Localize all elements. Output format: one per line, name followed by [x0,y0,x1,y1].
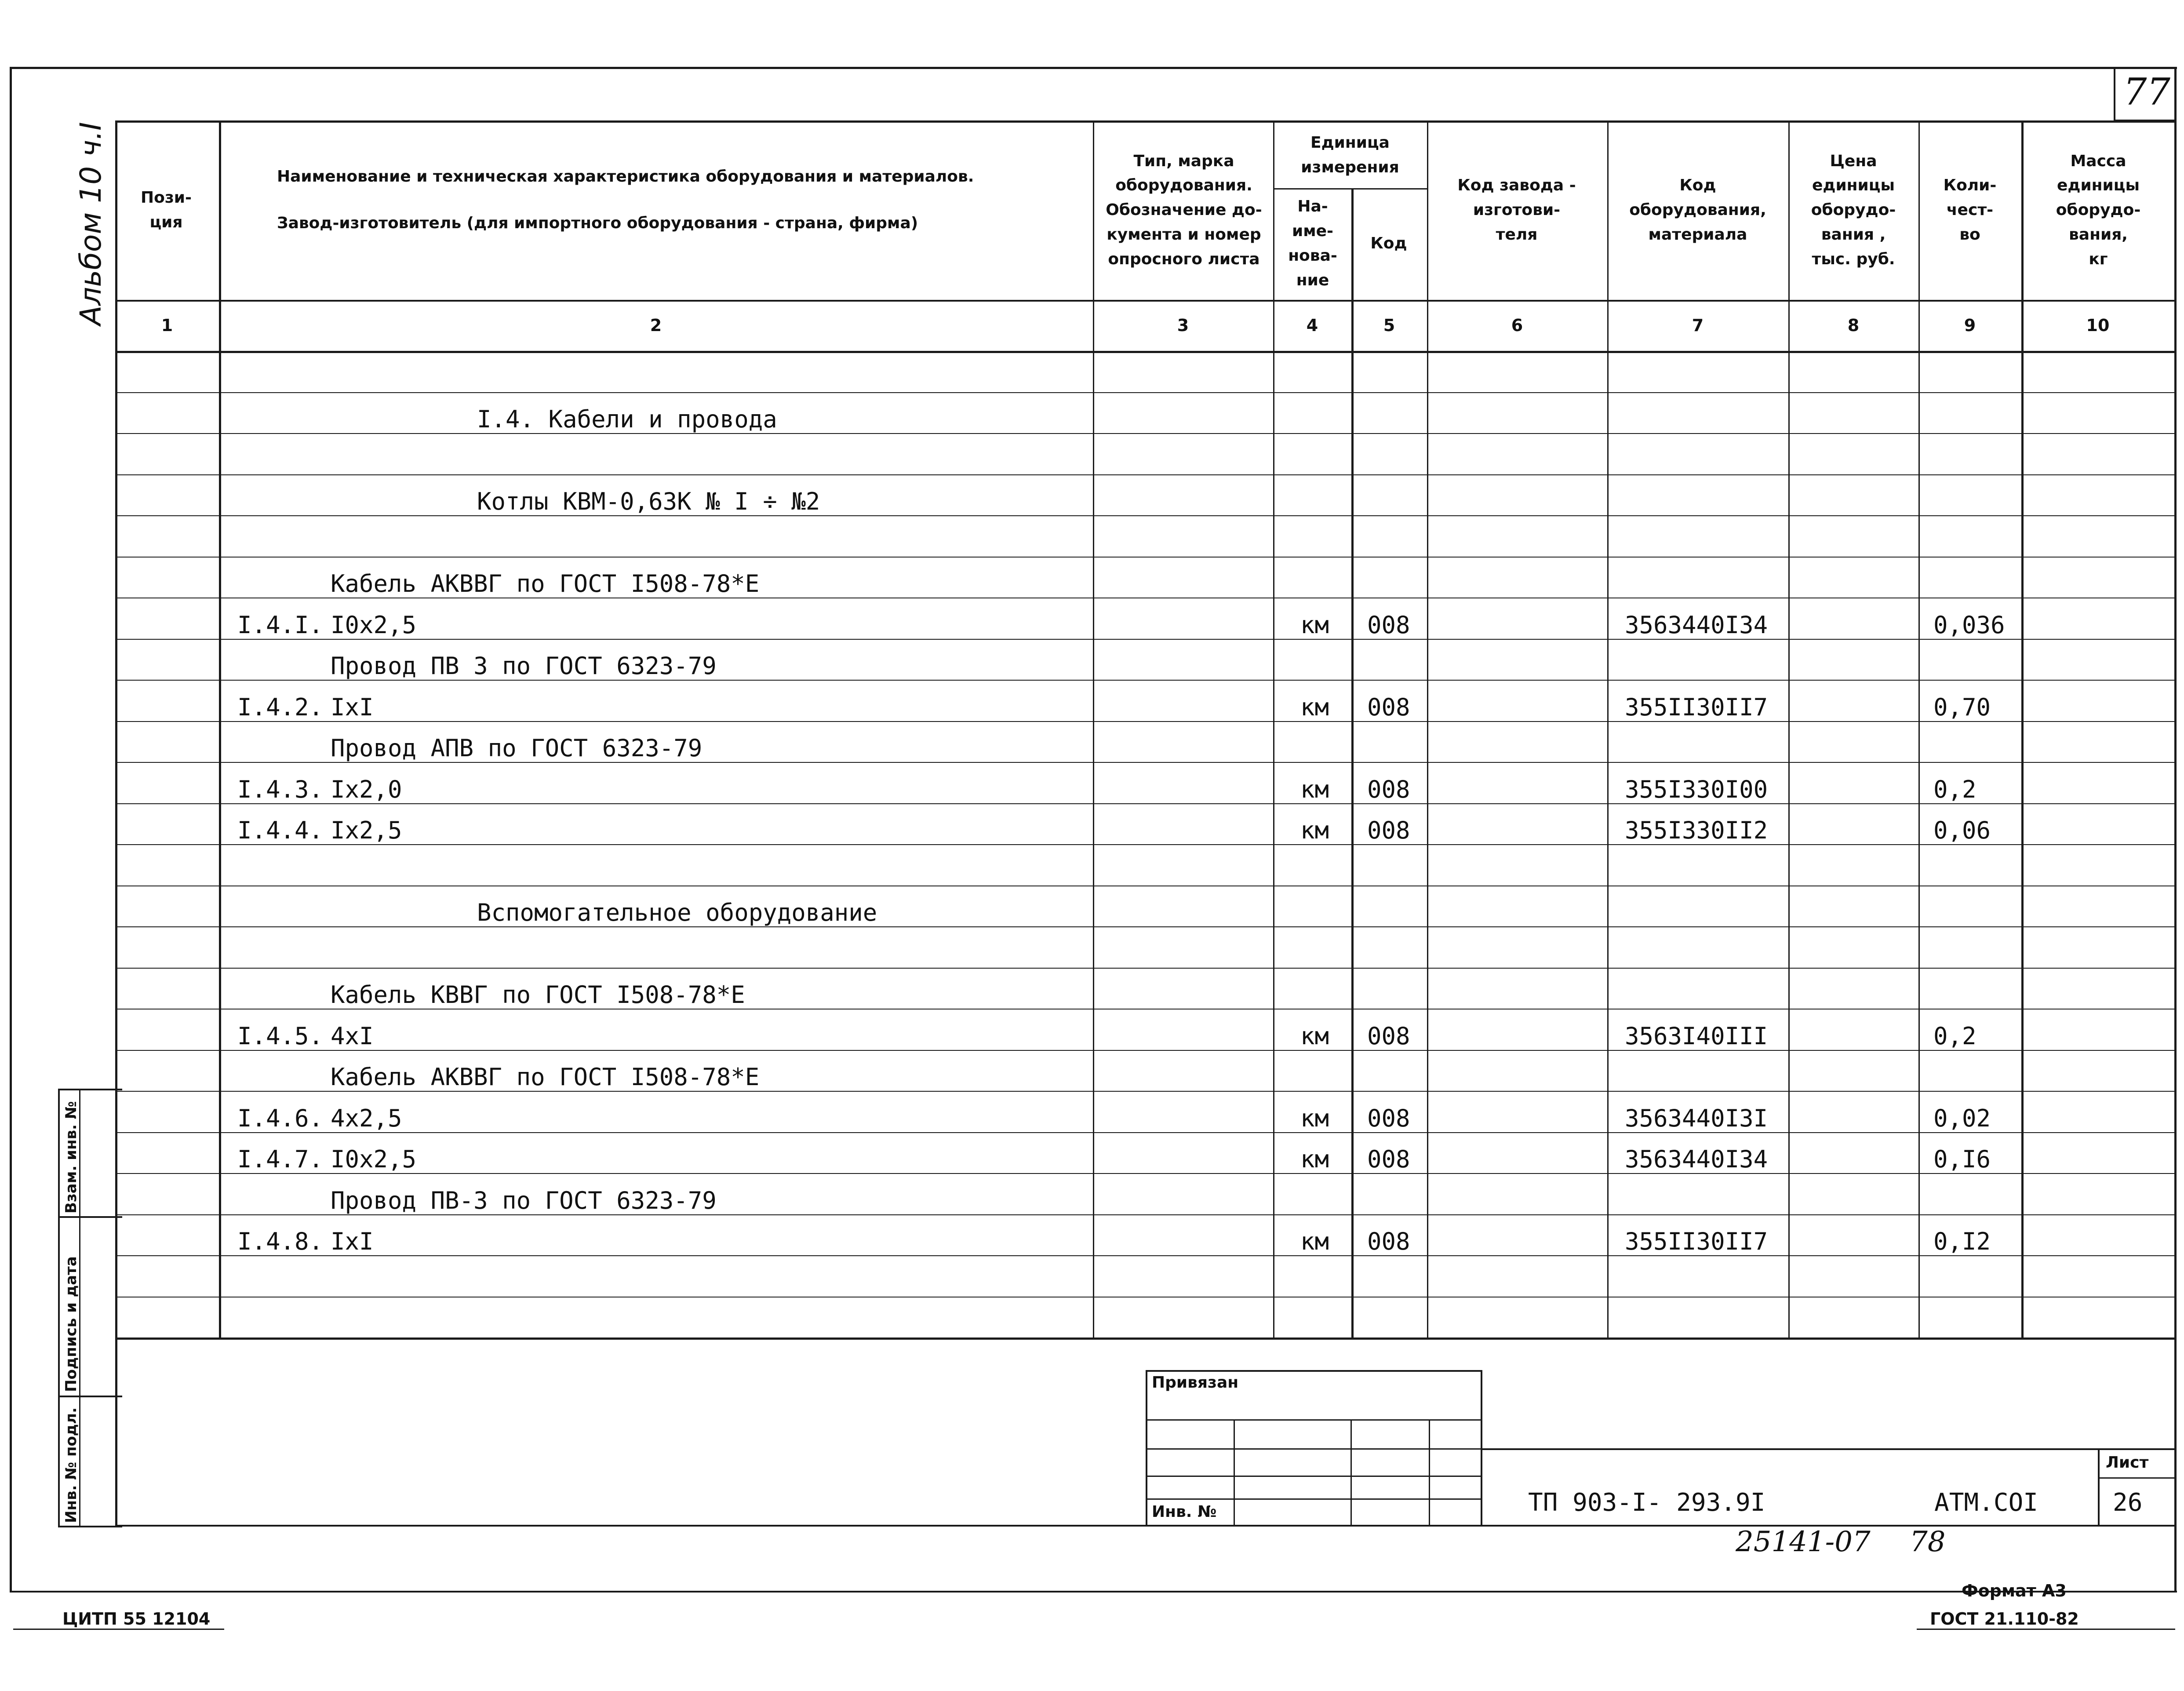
stamp-col-line-2 [1350,1419,1352,1525]
section-heading: Вспомогательное оборудование [477,899,877,926]
stamp-col-line-3 [1429,1419,1430,1525]
cell-unit: км [1300,1104,1329,1132]
column-number: 3 [1177,316,1189,335]
row-line [115,1337,2174,1340]
table-row [0,1132,2184,1173]
cell-quantity: 0,2 [1933,1022,1977,1050]
cell-material-code: 3563440I3I [1625,1104,1768,1132]
table-row [0,1173,2184,1214]
cell-quantity: 0,70 [1933,693,1991,721]
table-row [0,803,2184,845]
item-group-title: Кабель АКВВГ по ГОСТ I508-78*Е [331,570,760,598]
cell-material-code: 3563440I34 [1625,611,1768,639]
header-name-line1: Наименование и техническая характеристика оборудования и материалов. [277,168,974,186]
header-factory-code: Код завода - изготови- теля [1457,176,1576,244]
stamp-box-right [1481,1370,1482,1525]
cell-unit: км [1300,1022,1329,1050]
column-number: 4 [1306,316,1318,335]
page-number-box-left [2114,67,2115,120]
column-number: 7 [1692,316,1704,335]
cell-unit: км [1300,611,1329,639]
cell-unit-code: 008 [1367,693,1410,721]
table-row [0,1214,2184,1256]
cell-unit: км [1300,816,1329,844]
cell-unit: км [1300,775,1329,803]
side-label-vzam: Взам. инв. № [62,1101,80,1214]
stamp-row-line-3 [1146,1476,1482,1477]
column-number: 6 [1511,316,1523,335]
cell-position: I.4.4. [237,816,324,844]
item-group-title: Провод АПВ по ГОСТ 6323-79 [331,734,703,762]
table-row [0,762,2184,803]
item-group-title: Кабель КВВГ по ГОСТ I508-78*Е [331,981,745,1009]
column-number: 10 [2086,316,2110,335]
cell-quantity: 0,I6 [1933,1145,1991,1173]
cell-unit-code: 008 [1367,611,1410,639]
table-row [0,1255,2184,1297]
sheet-box-divider [2098,1477,2175,1479]
side-label-inv-podl: Инв. № подл. [62,1407,80,1523]
table-row [0,968,2184,1009]
sheet-label: Лист [2106,1454,2149,1472]
side-stamp-top [58,1089,122,1090]
side-label-podpis: Подпись и дата [62,1256,80,1392]
cell-position: I.4.6. [237,1104,324,1132]
header-unit: Единица измерения [1301,134,1399,176]
table-row [0,433,2184,474]
cell-quantity: 0,02 [1933,1104,1991,1132]
cell-name: Ix2,0 [331,775,402,803]
cell-unit: км [1300,693,1329,721]
cell-unit-code: 008 [1367,1022,1410,1050]
cell-quantity: 0,06 [1933,816,1991,844]
footer-gost: ГОСТ 21.110-82 [1930,1609,2079,1629]
table-row [0,557,2184,598]
side-stamp-divider-2 [58,1396,122,1397]
table-row [0,392,2184,434]
table-row [0,351,2184,392]
table-row [0,680,2184,721]
cell-position: I.4.3. [237,775,324,803]
section-heading: I.4. Кабели и провода [477,405,777,433]
header-unit-name: На- име- нова- ние [1288,197,1337,289]
table-row [0,1009,2184,1050]
stamp-privyazan: Привязан [1152,1374,1239,1392]
cell-quantity: 0,I2 [1933,1228,1991,1255]
doc-code: ТП 903-I- 293.9I [1528,1488,1765,1517]
column-number: 5 [1383,316,1395,335]
stamp-row-line-1 [1146,1419,1482,1421]
column-number: 2 [650,316,662,335]
cell-position: I.4.7. [237,1145,324,1173]
header-quantity: Коли- чест- во [1943,176,1997,244]
cell-quantity: 0,036 [1933,611,2005,639]
doc-mark: АТМ.COI [1934,1488,2038,1517]
footer-left: ЦИТП 55 12104 [62,1609,211,1629]
cell-position: I.4.8. [237,1228,324,1255]
cell-name: Ix2,5 [331,816,402,844]
page-number-handwritten: 77 [2123,70,2170,113]
table-row [0,639,2184,680]
table-row [0,844,2184,886]
header-position: Пози- ция [141,189,192,231]
cell-position: I.4.I. [237,611,324,639]
side-stamp-bottom [58,1526,122,1527]
cell-unit-code: 008 [1367,775,1410,803]
cell-material-code: 355II30II7 [1625,693,1768,721]
sheet-number: 26 [2113,1488,2143,1517]
cell-material-code: 3563440I34 [1625,1145,1768,1173]
cell-unit-code: 008 [1367,1228,1410,1255]
stamp-box-top [1146,1370,1482,1372]
cell-material-code: 355I330I00 [1625,775,1768,803]
header-material-code: Код оборудования, материала [1629,176,1766,244]
cell-material-code: 3563I40III [1625,1022,1768,1050]
stamp-row-line-4 [1146,1498,1482,1500]
table-row [0,721,2184,762]
column-number: 9 [1964,316,1976,335]
stamp-row-line-2 [1146,1448,1482,1450]
table-row [0,1050,2184,1091]
cell-name: IxI [331,693,374,721]
table-row [0,886,2184,927]
stamp-box-left [1146,1370,1147,1525]
cell-unit-code: 008 [1367,1104,1410,1132]
column-number: 8 [1847,316,1860,335]
footer-right-underline [1917,1629,2175,1630]
table-row [0,926,2184,968]
sheet-box-left [2098,1448,2100,1526]
cell-position: I.4.2. [237,693,324,721]
header-type: Тип, марка оборудования. Обозначение до- кумента и номер опросного листа [1106,152,1262,268]
table-row [0,598,2184,639]
table-row [0,474,2184,516]
column-number: 1 [161,316,173,335]
side-stamp-left [58,1089,60,1527]
section-heading: Котлы КВМ-0,63К № I ÷ №2 [477,488,820,515]
table-row [0,1297,2184,1338]
footer-format: Формат A3 [1962,1581,2067,1600]
table-row [0,1091,2184,1132]
cell-name: IxI [331,1228,374,1255]
stamp-col-line-1 [1234,1419,1235,1525]
cell-material-code: 355I330II2 [1625,816,1768,844]
item-group-title: Провод ПВ 3 по ГОСТ 6323-79 [331,652,717,680]
cell-quantity: 0,2 [1933,775,1977,803]
item-group-title: Провод ПВ-3 по ГОСТ 6323-79 [331,1186,717,1214]
stamp-inv-no: Инв. № [1152,1503,1217,1521]
handwritten-number: 25141-07 [1736,1526,1871,1558]
cell-name: I0x2,5 [331,611,417,639]
header-price: Цена единицы оборудо- вания , тыс. руб. [1811,152,1896,268]
cell-position: I.4.5. [237,1022,324,1050]
outer-frame-bottom [10,1591,2177,1593]
header-unit-code: Код [1370,234,1407,253]
cell-unit-code: 008 [1367,816,1410,844]
item-group-title: Кабель АКВВГ по ГОСТ I508-78*Е [331,1063,760,1091]
cell-name: 4x2,5 [331,1104,402,1132]
outer-frame-top [10,67,2177,69]
cell-material-code: 355II30II7 [1625,1228,1768,1255]
header-mass: Масса единицы оборудо- вания, кг [2056,152,2141,268]
handwritten-number-2: 78 [1910,1526,1946,1558]
table-row [0,515,2184,557]
header-name-line2: Завод-изготовитель (для импортного оборудования - страна, фирма) [277,214,918,233]
cell-name: I0x2,5 [331,1145,417,1173]
cell-unit: км [1300,1228,1329,1255]
side-stamp-divider-1 [58,1216,122,1218]
title-block-top [1482,1448,2175,1450]
album-label: Альбом 10 ч.I [74,122,108,325]
cell-name: 4xI [331,1022,374,1050]
cell-unit-code: 008 [1367,1145,1410,1173]
footer-left-underline [13,1629,224,1630]
cell-unit: км [1300,1145,1329,1173]
